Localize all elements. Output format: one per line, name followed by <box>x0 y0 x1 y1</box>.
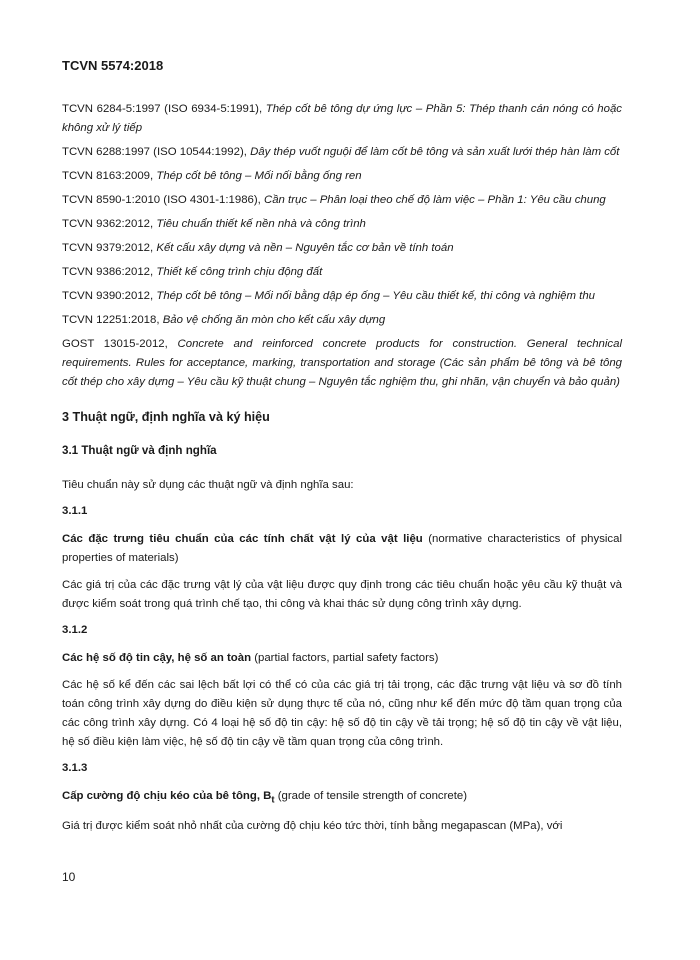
reference-code: TCVN 9390:2012, <box>62 290 154 302</box>
term-heading <box>62 649 622 668</box>
term-number: 3.1.2 <box>62 624 88 636</box>
section-heading: 3 Thuật ngữ, định nghĩa và ký hiệu <box>62 410 270 424</box>
term-name: Cấp cường độ chịu kéo của bê tông, B <box>62 790 272 802</box>
reference-code: GOST 13015-2012, <box>62 338 168 350</box>
reference-item <box>62 191 622 210</box>
reference-code: TCVN 9379:2012, <box>62 242 154 254</box>
subsection-heading: 3.1 Thuật ngữ và định nghĩa <box>62 444 217 457</box>
reference-item <box>62 335 622 392</box>
reference-code: TCVN 8590-1:2010 (ISO 4301-1:1986), <box>62 194 261 206</box>
reference-title: Bảo vệ chống ăn mòn cho kết cấu xây dựng <box>162 314 386 326</box>
reference-code: TCVN 6288:1997 (ISO 10544:1992), <box>62 146 247 158</box>
term-entry <box>62 621 622 752</box>
term-subscript: t <box>271 794 275 806</box>
reference-title: Thiết kế công trình chịu động đất <box>156 266 323 278</box>
reference-item <box>62 263 622 282</box>
term-definition: Các hệ số kể đến các sai lệch bất lợi có thể có của các giá trị tải trọng, các đặc trưng vật liệu và sơ đồ tính toán công trình xây dựng do điều kiện sử dụng thực tế của nó, cũng như kể đến mức độ tầm quan trọng của các công trình xây dựng. Có 4 loại hệ số độ tin cậy: hệ số độ tin cậy về tải trọng; hệ số độ tin cậy về vật liệu, hệ số điều kiện làm việc, hệ số độ tin cậy về tầm quan trọng của công trình. <box>62 679 622 748</box>
standard-code-header: TCVN 5574:2018 <box>62 58 164 73</box>
reference-title: Cần trục – Phân loại theo chế độ làm việc – Phần 1: Yêu cầu chung <box>264 194 606 206</box>
reference-code: TCVN 8163:2009, <box>62 170 154 182</box>
reference-item <box>62 143 622 162</box>
term-entry <box>62 502 622 614</box>
reference-title: Thép cốt bê tông dự ứng lực – Phần 5: Thép thanh cán nóng có hoặc không xử lý tiếp <box>62 103 622 134</box>
reference-code: TCVN 6284-5:1997 (ISO 6934-5:1991), <box>62 103 263 115</box>
term-english: (partial factors, partial safety factors) <box>251 652 439 664</box>
term-entry <box>62 759 622 836</box>
section-intro: Tiêu chuẩn này sử dụng các thuật ngữ và định nghĩa sau: <box>62 479 354 491</box>
reference-code: TCVN 9362:2012, <box>62 218 154 230</box>
term-name: Các hệ số độ tin cậy, hệ số an toàn <box>62 652 252 664</box>
reference-title: Thép cốt bê tông – Mối nối bằng dập ép ống – Yêu cầu thiết kế, thi công và nghiệm thu <box>156 290 595 302</box>
reference-code: TCVN 9386:2012, <box>62 266 154 278</box>
reference-title: Tiêu chuẩn thiết kế nền nhà và công trình <box>156 218 366 230</box>
term-english: (grade of tensile strength of concrete) <box>274 790 468 802</box>
page-content <box>62 100 622 843</box>
term-definition: Giá trị được kiểm soát nhỏ nhất của cường độ chịu kéo tức thời, tính bằng megapascan (MPa), với <box>62 820 563 833</box>
reference-code: TCVN 12251:2018, <box>62 314 160 326</box>
term-english: (normative characteristics of physical properties of materials) <box>62 533 622 564</box>
reference-item <box>62 311 622 330</box>
reference-title: Concrete and reinforced concrete products for construction. General technical requirements. Rules for acceptance, marking, transportation and storage (Các sản phẩm bê tông và bê tông cốt thép cho xây dựng – Yêu cầu kỹ thuật chung – Nguyên tắc nghiệm thu, ghi nhãn, vận chuyển và bảo quản) <box>62 338 622 388</box>
reference-item <box>62 215 622 234</box>
reference-item <box>62 100 622 138</box>
term-heading <box>62 787 622 809</box>
reference-title: Kết cấu xây dựng và nền – Nguyên tắc cơ bản về tính toán <box>156 242 454 254</box>
term-number: 3.1.1 <box>62 505 88 517</box>
page-number: 10 <box>62 870 76 884</box>
term-name: Các đặc trưng tiêu chuẩn của các tính chất vật lý của vật liệu <box>62 533 423 545</box>
reference-item <box>62 287 622 306</box>
term-heading <box>62 530 622 568</box>
reference-list <box>62 100 622 392</box>
term-definition: Các giá trị của các đặc trưng vật lý của vật liệu được quy định trong các tiêu chuẩn hoặc yêu cầu kỹ thuật và được kiểm soát trong quá trình chế tạo, thi công và khai thác sử dụng công trình xây dựng. <box>62 579 622 610</box>
reference-title: Dây thép vuốt nguội để làm cốt bê tông và sản xuất lưới thép hàn làm cốt <box>250 146 620 158</box>
reference-title: Thép cốt bê tông – Mối nối bằng ống ren <box>156 170 362 182</box>
reference-item <box>62 239 622 258</box>
reference-item <box>62 167 622 186</box>
term-number: 3.1.3 <box>62 762 88 774</box>
